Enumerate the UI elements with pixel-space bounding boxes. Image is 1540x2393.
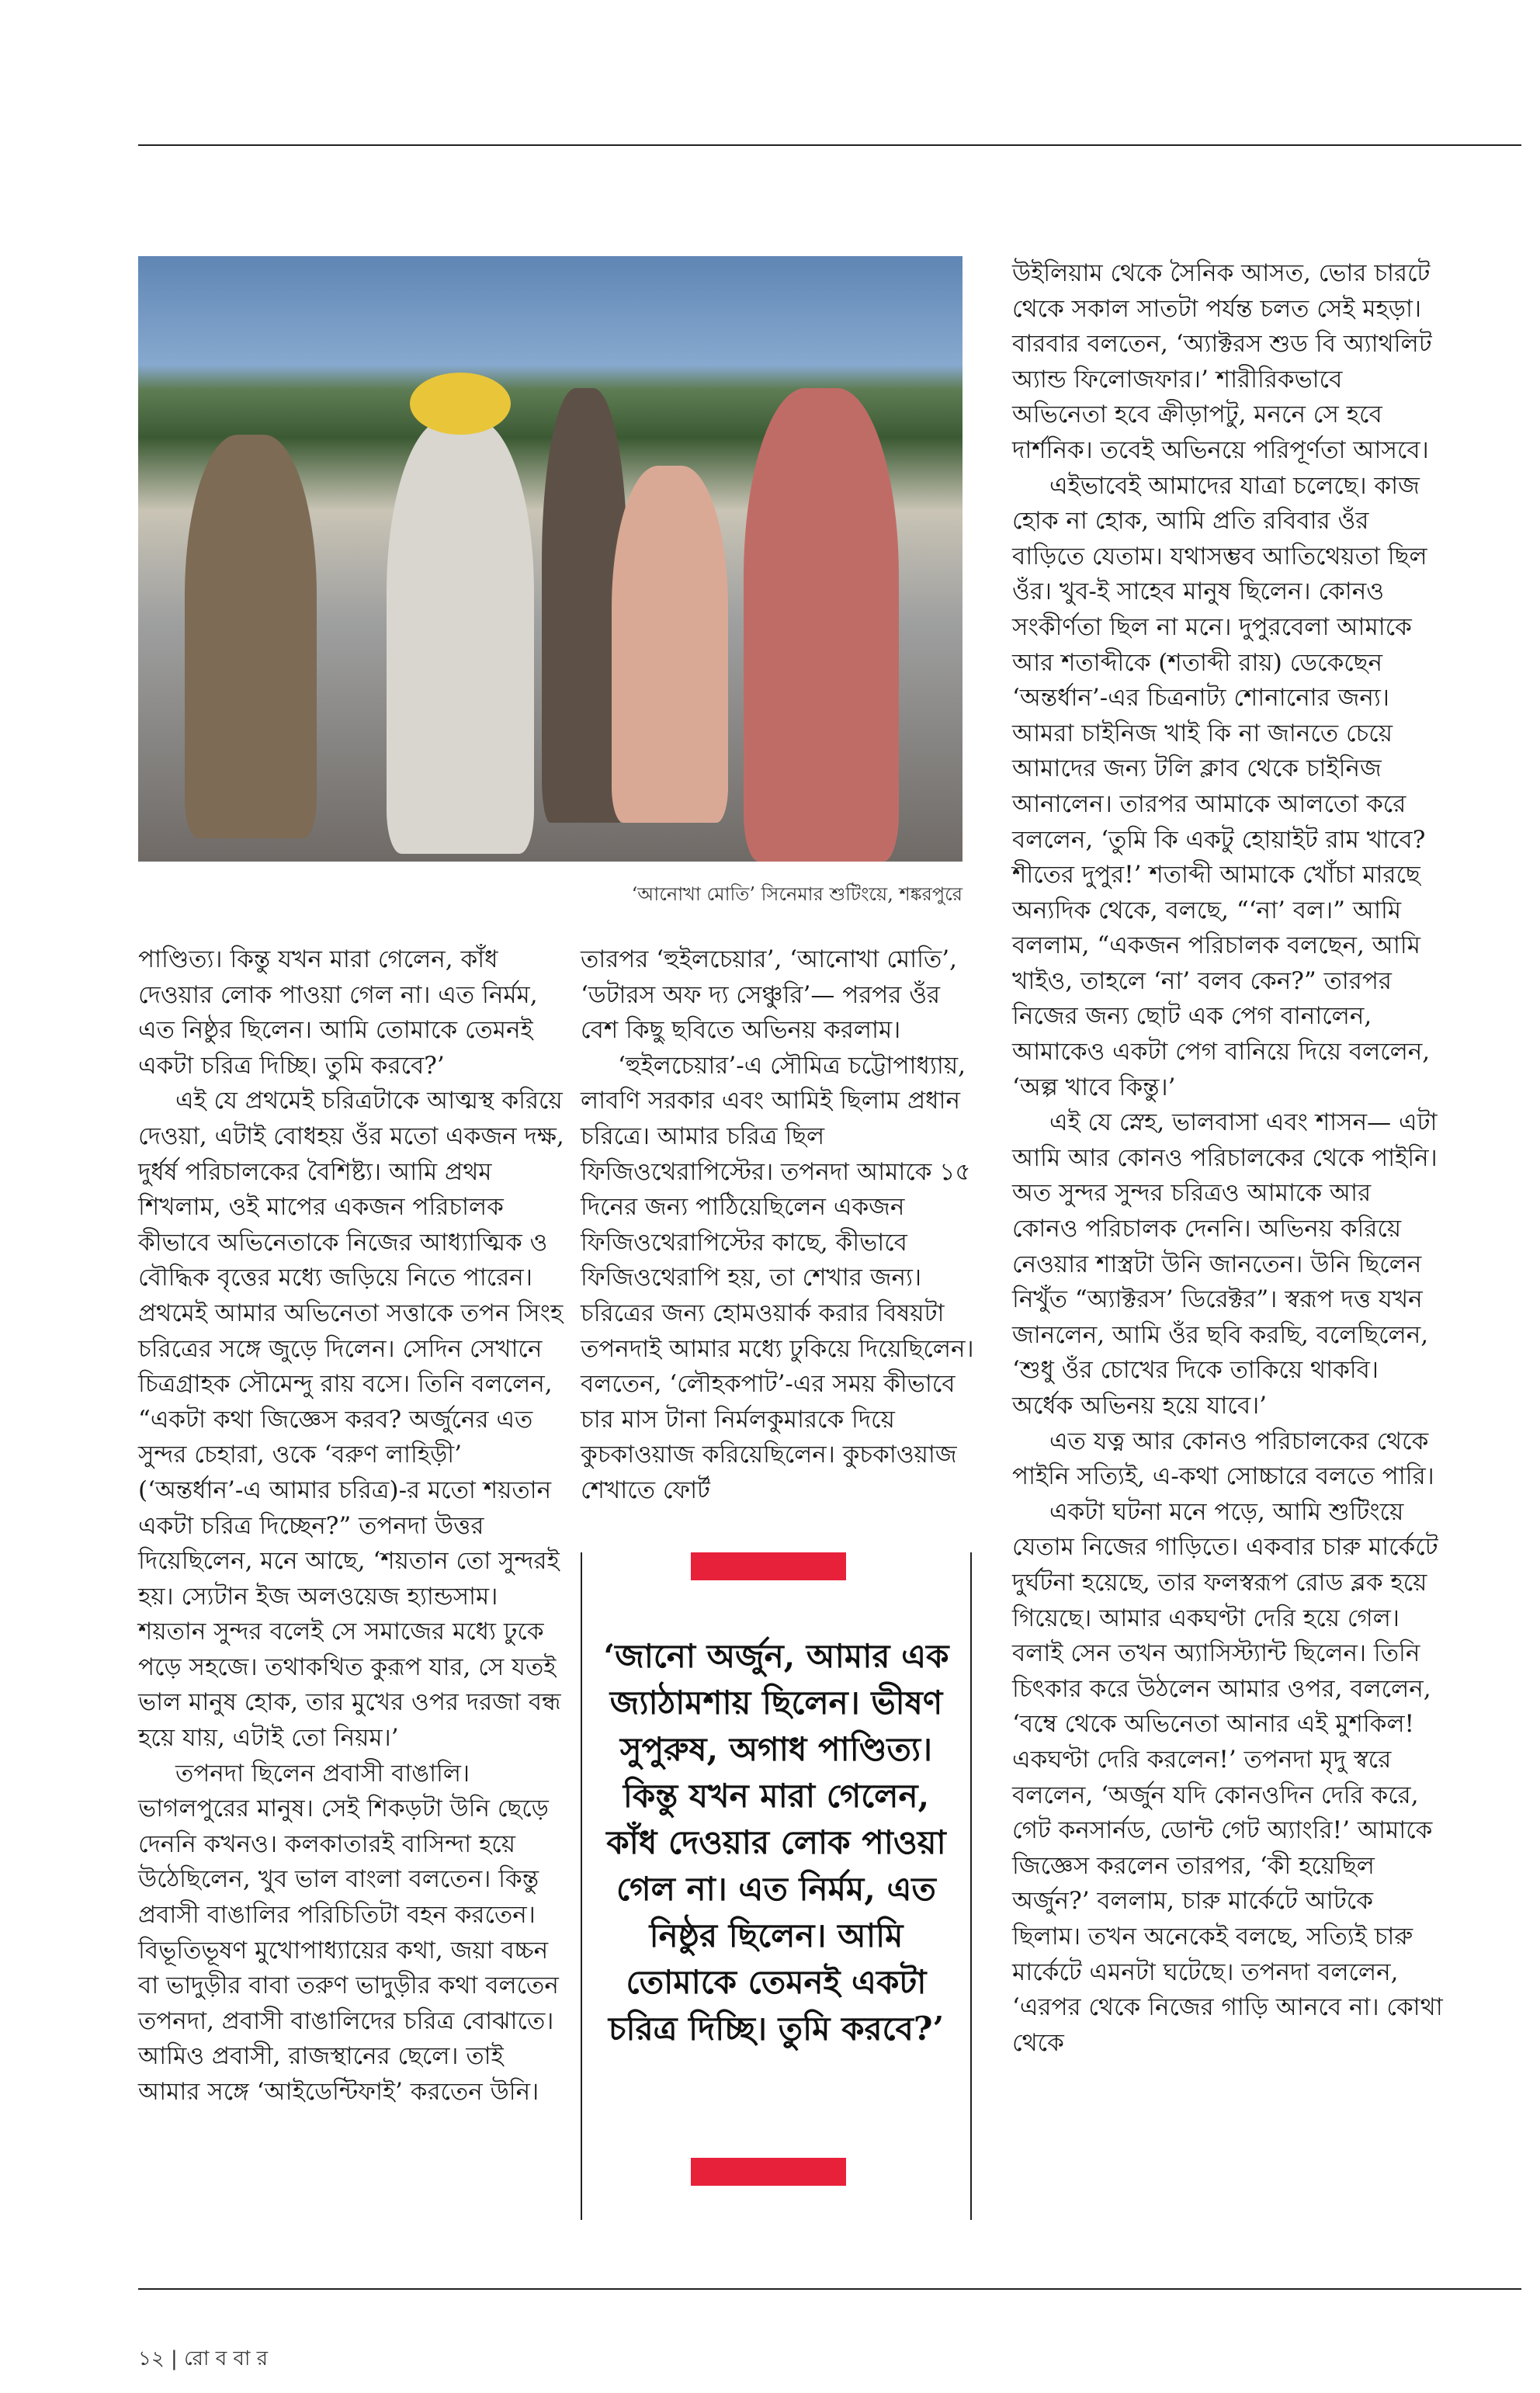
pull-quote-text: ‘জানো অর্জুন, আমার এক জ্যাঠামশায় ছিলেন। ভীষণ সুপুরুষ, অগাধ পাণ্ডিত্য। কিন্তু যখন মারা গেলেন, কাঁধ দেওয়ার লোক পাওয়া গেল না। এত নির্মম, এত নিষ্ঠুর ছিলেন। আমি তোমাকে তেমনই একটা চরিত্র দিচ্ছি। তুমি করবে?’: [603, 1637, 949, 2048]
photo-figure: [744, 388, 899, 862]
top-rule: [138, 144, 1521, 146]
paragraph: উইলিয়াম থেকে সৈনিক আসত, ভোর চারটে থেকে সকাল সাতটা পর্যন্ত চলত সেই মহড়া। বারবার বলতেন, ‘অ্যাক্টরস শুড বি অ্যাথলিট অ্যান্ড ফিলোজফার।’ শারীরিকভাবে অভিনেতা হবে ক্রীড়াপটু, মননে সে হবে দার্শনিক। তবেই অভিনয়ে পরিপূর্ণতা আসবে।: [1012, 259, 1432, 464]
paragraph: এইভাবেই আমাদের যাত্রা চলেছে। কাজ হোক না হোক, আমি প্রতি রবিবার ওঁর বাড়িতে যেতাম। যথাসম্ভব আতিথেয়তা ছিল ওঁর। খুব-ই সাহেব মানুষ ছিলেন। কোনও সংকীর্ণতা ছিল না মনে। দুপুরবেলা আমাকে আর শতাব্দীকে (শতাব্দী রায়) ডেকেছেন ‘অন্তর্ধান’-এর চিত্রনাট্য শোনানোর জন্য। আমরা চাইনিজ খাই কি না জানতে চেয়ে আমাদের জন্য টলি ক্লাব থেকে চাইনিজ আনালেন। তারপর আমাকে আলতো করে বললেন, ‘তুমি কি একটু হোয়াইট রাম খাবে? শীতের দুপুর!’ শতাব্দী আমাকে খোঁচা মারছে অন্যদিক থেকে, বলছে, “‘না’ বল।” আমি বললাম, “একজন পরিচালক বলছেন, আমি খাইও, তাহলে ‘না’ বলব কেন?” তারপর নিজের জন্য ছোট এক পেগ বানালেন, আমাকেও একটা পেগ বানিয়ে দিয়ে বললেন, ‘অল্প খাবে কিন্তু।’: [1012, 471, 1431, 1101]
photo-caption: ‘আনোখা মোতি’ সিনেমার শুটিংয়ে, শঙ্করপুরে: [631, 883, 962, 905]
page-footer: ১২ | রো ব বা র: [138, 2347, 269, 2370]
paragraph: ‘হুইলচেয়ার’-এ সৌমিত্র চট্টোপাধ্যায়, লাবণি সরকার এবং আমিই ছিলাম প্রধান চরিত্রে। আমার চরিত্র ছিল ফিজিওথেরাপিস্টের। তপনদা আমাকে ১৫ দিনের জন্য পাঠিয়েছিলেন একজন ফিজিওথেরাপিস্টের কাছে, কীভাবে ফিজিওথেরাপি হয়, তা শেখার জন্য। চরিত্রের জন্য হোমওয়ার্ক করার বিষয়টা তপনদাই আমার মধ্যে ঢুকিয়ে দিয়েছিলেন। বলতেন, ‘লৌহকপাট’-এর সময় কীভাবে চার মাস টানা নির্মলকুমারকে দিয়ে কুচকাওয়াজ করিয়েছিলেন। কুচকাওয়াজ শেখাতে ফোর্ট: [581, 1051, 974, 1504]
photo-figure: [410, 373, 511, 435]
article-column-1: [138, 942, 567, 2110]
pull-quote-bottom-bar: [691, 2158, 846, 2186]
paragraph: এই যে স্নেহ, ভালবাসা এবং শাসন— এটা আমি আর কোনও পরিচালকের থেকে পাইনি। অত সুন্দর সুন্দর চরিত্রও আমাকে আর কোনও পরিচালক দেননি। অভিনয় করিয়ে নেওয়ার শাস্ত্রটা উনি জানতেন। উনি ছিলেন নিখুঁত “অ্যাক্টরস’ ডিরেক্টর”। স্বরূপ দত্ত যখন জানলেন, আমি ওঁর ছবি করছি, বলেছিলেন, ‘শুধু ওঁর চোখের দিকে তাকিয়ে থাকবি। অর্ধেক অভিনয় হয়ে যাবে।’: [1012, 1108, 1438, 1420]
article-column-3: [1012, 256, 1444, 2061]
photo-figure: [387, 419, 534, 854]
photo-figure: [612, 466, 728, 823]
pull-quote-box: [581, 1552, 972, 2220]
paragraph: তারপর ‘হুইলচেয়ার’, ‘আনোখা মোতি’, ‘ডটারস অফ দ্য সেঞ্চুরি’— পরপর ওঁর বেশ কিছু ছবিতে অভিনয় করলাম।: [581, 945, 957, 1045]
photo-figure: [185, 435, 317, 838]
bottom-rule: [138, 2288, 1521, 2290]
film-still-photo: [138, 256, 962, 862]
paragraph: তপনদা ছিলেন প্রবাসী বাঙালি। ভাগলপুরের মানুষ। সেই শিকড়টা উনি ছেড়ে দেননি কখনও। কলকাতারই বাসিন্দা হয়ে উঠেছিলেন, খুব ভাল বাংলা বলতেন। কিন্তু প্রবাসী বাঙালির পরিচিতিটা বহন করতেন। বিভূতিভূষণ মুখোপাধ্যায়ের কথা, জয়া বচ্চন বা ভাদুড়ীর বাবা তরুণ ভাদুড়ীর কথা বলতেন তপনদা, প্রবাসী বাঙালিদের চরিত্র বোঝাতে। আমিও প্রবাসী, রাজস্থানের ছেলে। তাই আমার সঙ্গে ‘আইডেন্টিফাই’ করতেন উনি।: [138, 1759, 559, 2106]
paragraph: এত যত্ন আর কোনও পরিচালকের থেকে পাইনি সত্যিই, এ-কথা সোচ্চারে বলতে পারি।: [1012, 1427, 1434, 1491]
paragraph: পাণ্ডিত্য। কিন্তু যখন মারা গেলেন, কাঁধ দেওয়ার লোক পাওয়া গেল না। এত নির্মম, এত নিষ্ঠুর ছিলেন। আমি তোমাকে তেমনই একটা চরিত্র দিচ্ছি। তুমি করবে?’: [138, 945, 538, 1080]
article-column-2: [581, 942, 984, 1509]
paragraph: এই যে প্রথমেই চরিত্রটাকে আত্মস্থ করিয়ে দেওয়া, এটাই বোধহয় ওঁর মতো একজন দক্ষ, দুর্ধর্ষ পরিচালকের বৈশিষ্ট্য। আমি প্রথম শিখলাম, ওই মাপের একজন পরিচালক কীভাবে অভিনেতাকে নিজের আধ্যাত্মিক ও বৌদ্ধিক বৃত্তের মধ্যে জড়িয়ে নিতে পারেন। প্রথমেই আমার অভিনেতা সত্তাকে তপন সিংহ চরিত্রের সঙ্গে জুড়ে দিলেন। সেদিন সেখানে চিত্রগ্রাহক সৌমেন্দু রায় বসে। তিনি বললেন, “একটা কথা জিজ্ঞেস করব? অর্জুনের এত সুন্দর চেহারা, ওকে ‘বরুণ লাহিড়ী’ (‘অন্তর্ধান’-এ আমার চরিত্র)-র মতো শয়তান একটা চরিত্র দিচ্ছেন?” তপনদা উত্তর দিয়েছিলেন, মনে আছে, ‘শয়তান তো সুন্দরই হয়। স্যেটান ইজ অলওয়েজ হ্যান্ডসাম। শয়তান সুন্দর বলেই সে সমাজের মধ্যে ঢুকে পড়ে সহজে। তথাকথিত কুরূপ যার, সে যতই ভাল মানুষ হোক, তার মুখের ওপর দরজা বন্ধ হয়ে যায়, এটাই তো নিয়ম।’: [138, 1087, 564, 1753]
paragraph: একটা ঘটনা মনে পড়ে, আমি শুটিংয়ে যেতাম নিজের গাড়িতে। একবার চারু মার্কেটে দুর্ঘটনা হয়েছে, তার ফলস্বরূপ রোড ব্লক হয়ে গিয়েছে। আমার একঘণ্টা দেরি হয়ে গেল। বলাই সেন তখন অ্যাসিস্ট্যান্ট ছিলেন। তিনি চিৎকার করে উঠলেন আমার ওপর, বললেন, ‘বম্বে থেকে অভিনেতা আনার এই মুশকিল! একঘণ্টা দেরি করলেন!’ তপনদা মৃদু স্বরে বললেন, ‘অর্জুন যদি কোনওদিন দেরি করে, গেট কনসার্নড, ডোন্ট গেট অ্যাংরি!’ আমাকে জিজ্ঞেস করলেন তারপর, ‘কী হয়েছিল অর্জুন?’ বললাম, চারু মার্কেটে আটকে ছিলাম। তখন অনেকেই বলছে, সত্যিই চারু মার্কেটে এমনটা ঘটেছে। তপনদা বললেন, ‘এরপর থেকে নিজের গাড়ি আনবে না। কোথা থেকে: [1012, 1497, 1443, 2057]
pull-quote-top-bar: [691, 1552, 846, 1580]
